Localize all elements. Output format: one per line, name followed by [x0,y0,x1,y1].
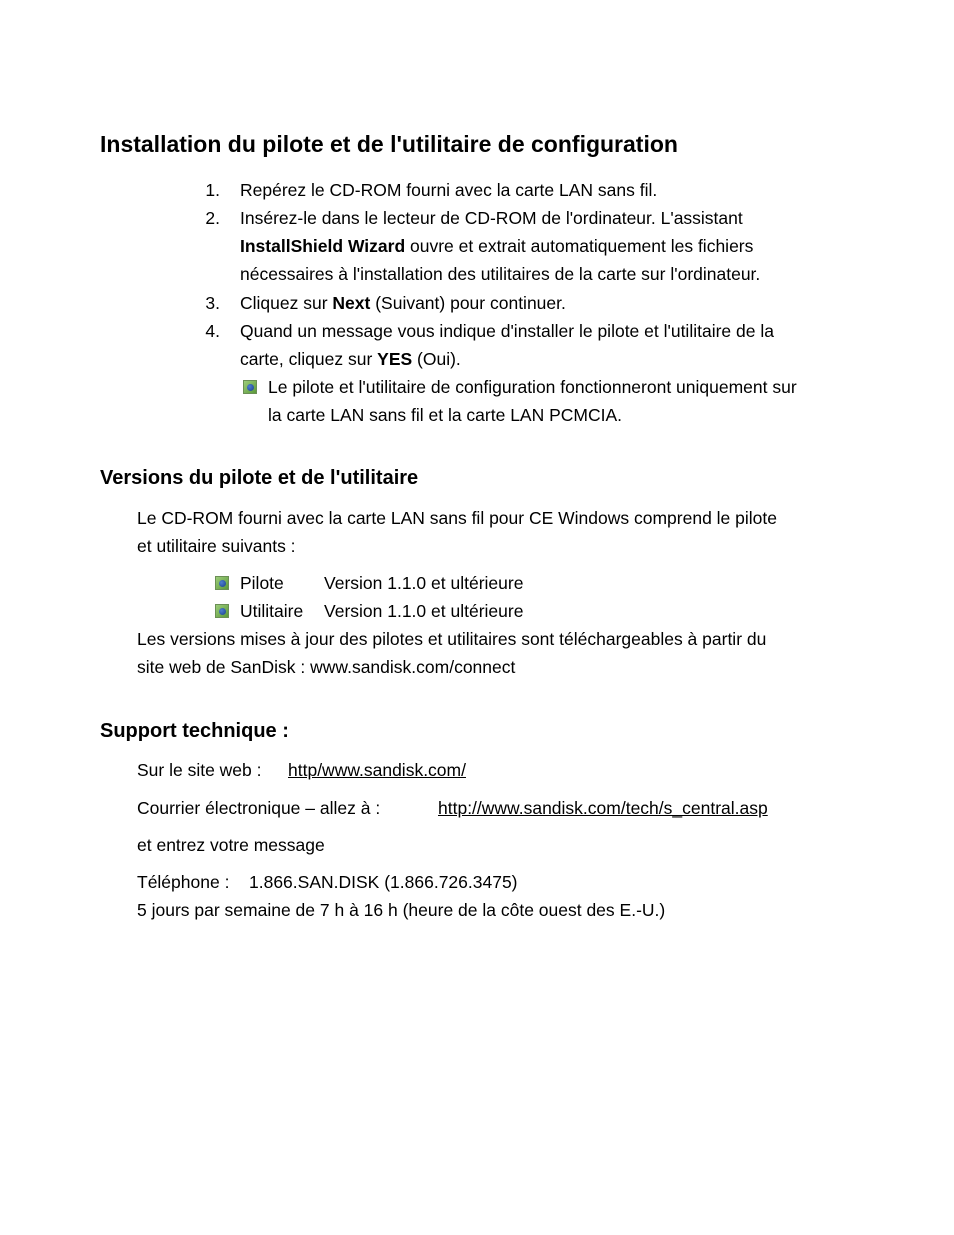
bullet-icon [243,380,257,394]
version-value: Version 1.1.0 et ultérieure [324,601,524,621]
paragraph-line: site web de SanDisk : www.sandisk.com/connect [137,657,516,677]
list-text: Repérez le CD-ROM fourni avec la carte LAN sans fil. [240,180,658,200]
section-title-installation: Installation du pilote et de l'utilitaire de configuration [100,131,678,157]
list-text [240,345,461,373]
list-number: 1. [205,180,220,200]
version-name: Utilitaire [240,601,304,621]
list-number: 2. [205,208,220,228]
version-name: Pilote [240,573,284,593]
text-fragment: (Oui). [412,349,461,369]
list-text-cont: ouvre et extrait automatiquement les fichiers [405,236,754,256]
web-link[interactable]: http/www.sandisk.com/ [288,760,466,780]
note-line: la carte LAN sans fil et la carte LAN PCMCIA. [268,405,623,425]
bold-term: YES [377,349,413,369]
bullet-icon [215,604,229,618]
bold-term: InstallShield Wizard [240,236,406,256]
text-fragment: Cliquez sur [240,293,333,313]
text-fragment: carte, cliquez sur [240,349,378,369]
list-text: Quand un message vous indique d'installer le pilote et l'utilitaire de la [240,321,774,341]
phone-value: 1.866.SAN.DISK (1.866.726.3475) [249,872,518,892]
list-text: Insérez-le dans le lecteur de CD-ROM de l'ordinateur. L'assistant [240,208,743,228]
phone-label: Téléphone : [137,872,230,892]
bullet-icon [215,576,229,590]
list-text [240,289,566,317]
paragraph-line: Les versions mises à jour des pilotes et utilitaires sont téléchargeables à partir du [137,629,767,649]
email-instructions: et entrez votre message [137,835,325,855]
email-link[interactable]: http://www.sandisk.com/tech/s_central.asp [438,798,768,818]
support-hours: 5 jours par semaine de 7 h à 16 h (heure de la côte ouest des E.-U.) [137,900,666,920]
web-label: Sur le site web : [137,760,262,780]
list-number: 4. [205,321,220,341]
paragraph-line: et utilitaire suivants : [137,536,296,556]
list-text: nécessaires à l'installation des utilitaires de la carte sur l'ordinateur. [240,264,761,284]
text-fragment: (Suivant) pour continuer. [370,293,566,313]
section-title-versions: Versions du pilote et de l'utilitaire [100,467,419,489]
version-value: Version 1.1.0 et ultérieure [324,573,524,593]
section-title-support: Support technique : [100,720,289,742]
list-number: 3. [205,293,220,313]
bold-term: Next [332,293,371,313]
email-label: Courrier électronique – allez à : [137,798,381,818]
paragraph-line: Le CD-ROM fourni avec la carte LAN sans fil pour CE Windows comprend le pilote [137,508,777,528]
list-text [240,232,753,260]
note-line: Le pilote et l'utilitaire de configuration fonctionneront uniquement sur [268,377,797,397]
